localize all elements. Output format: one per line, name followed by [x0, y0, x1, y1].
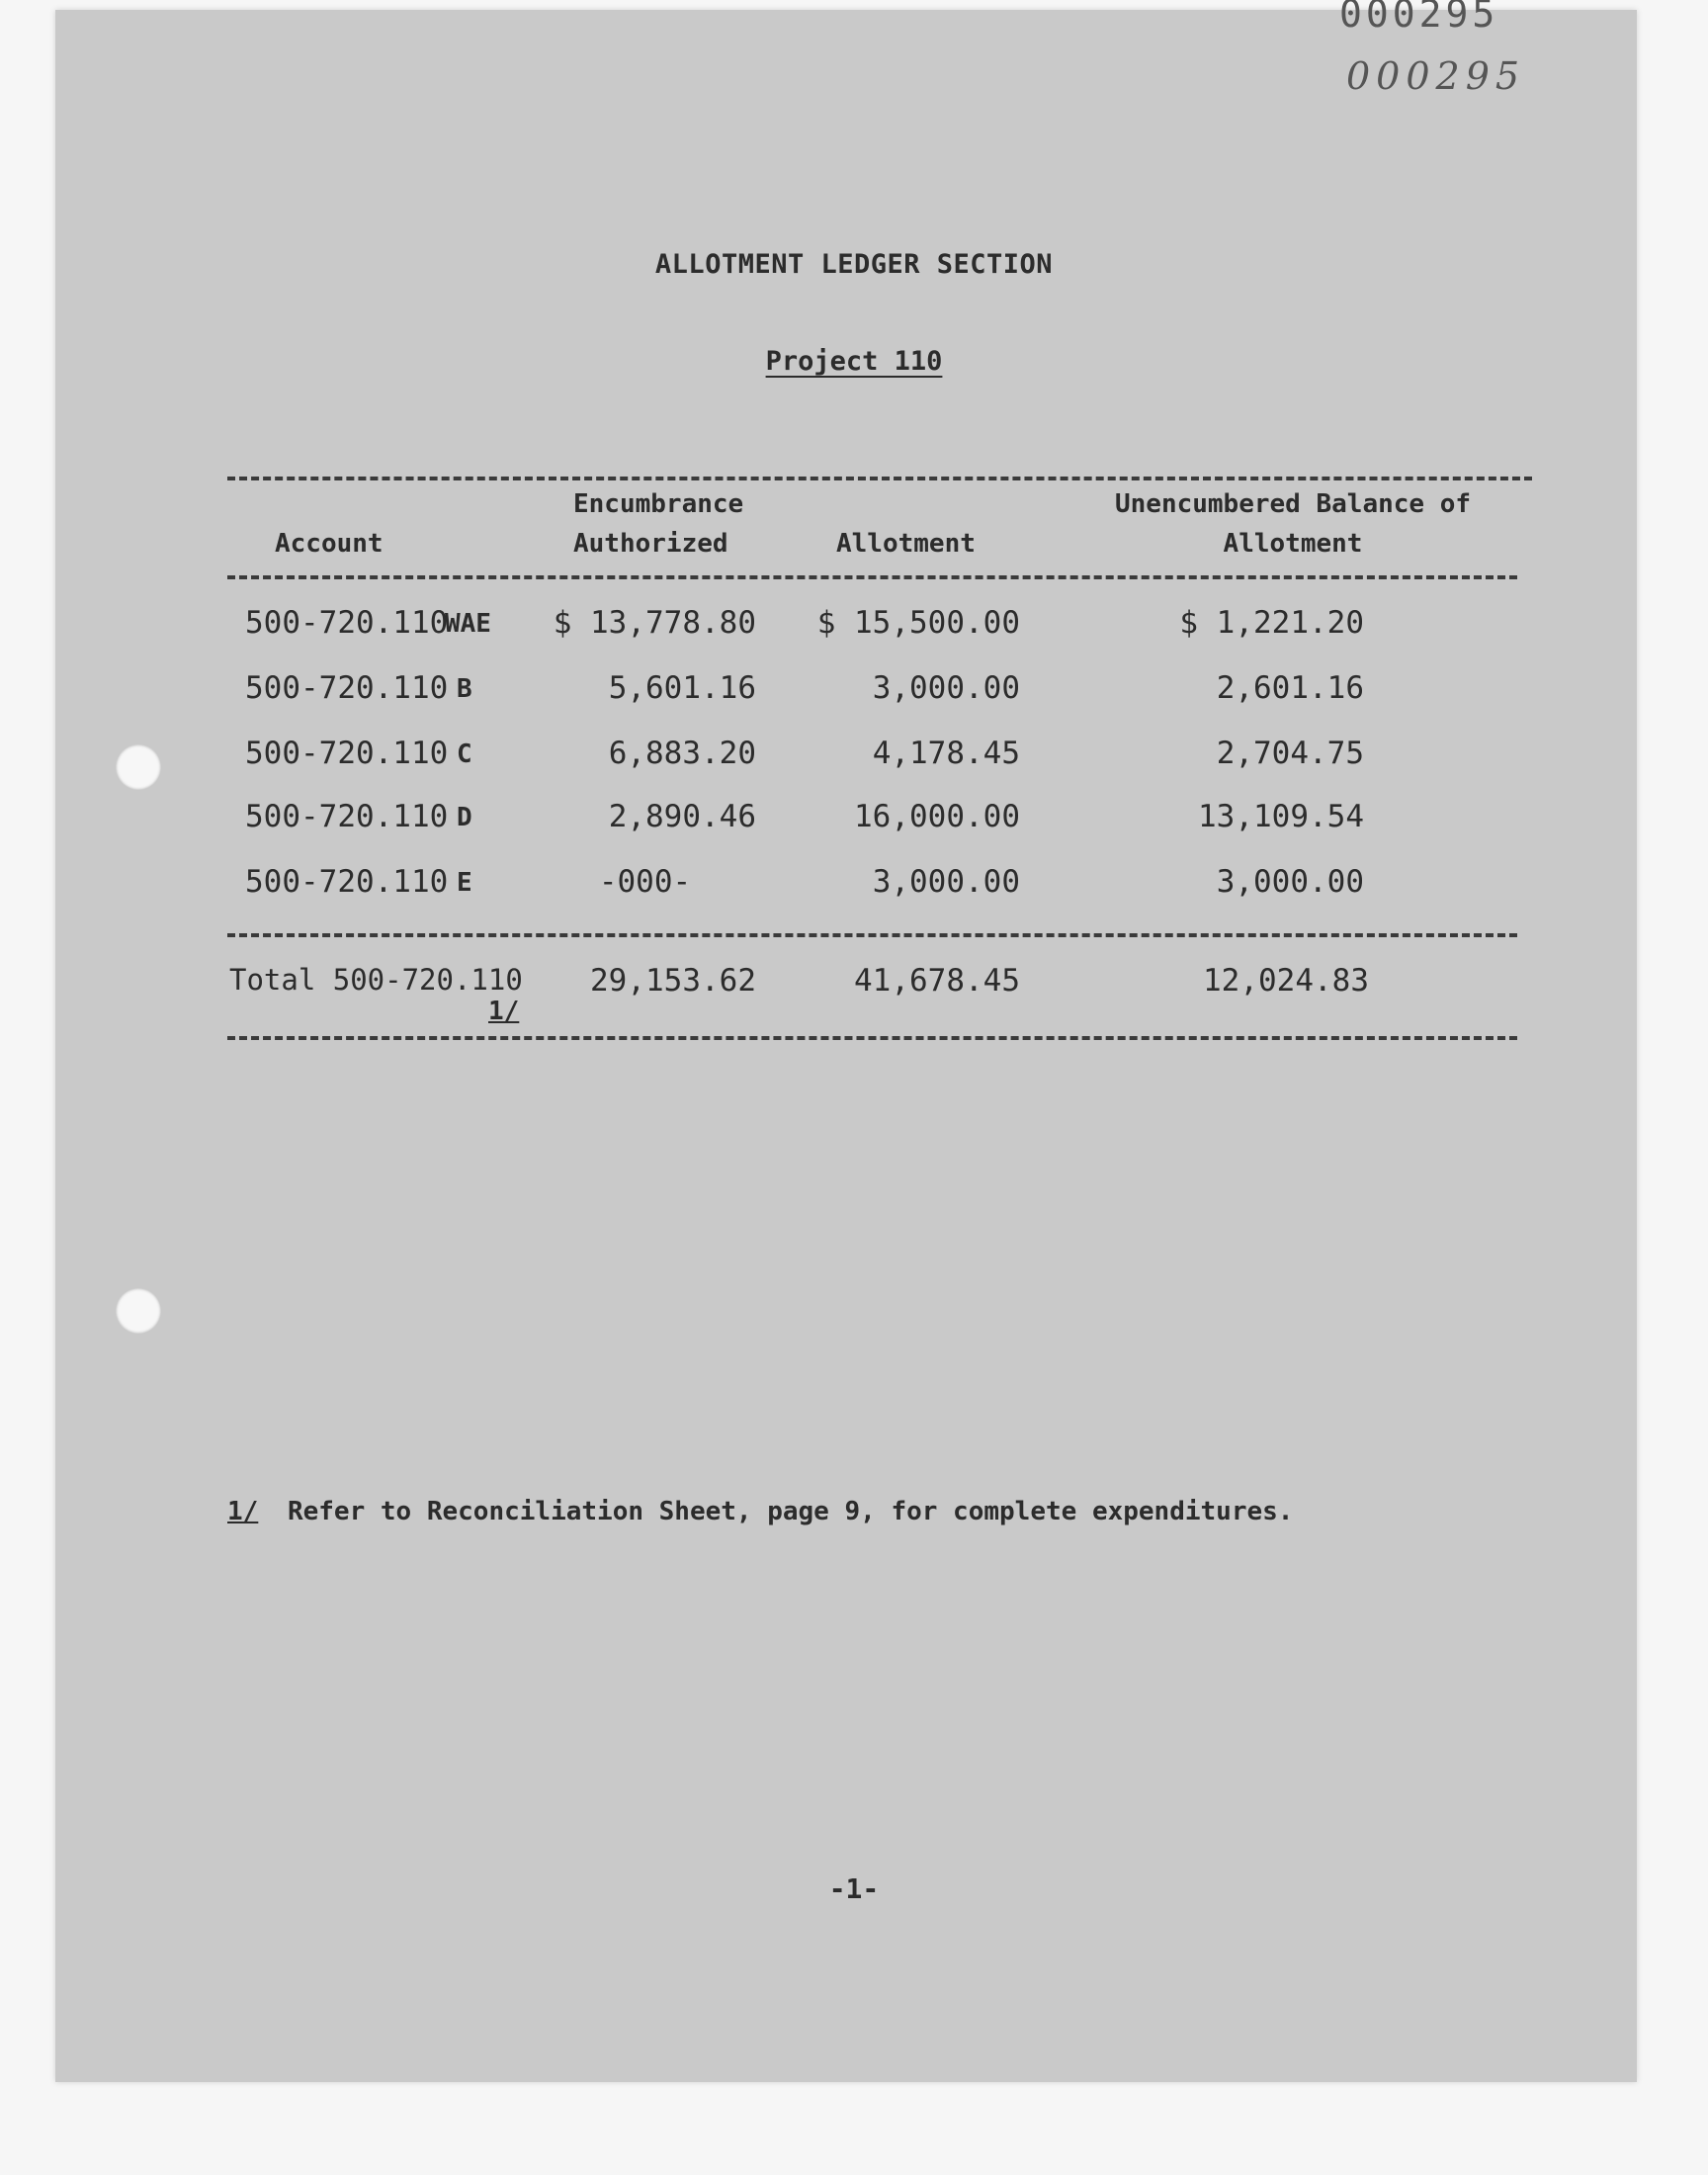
account-number: 500-720.110	[245, 864, 449, 900]
column-header-encumbrance: Encumbrance Authorized	[573, 489, 744, 559]
encumbrance-value: -000-	[598, 864, 692, 900]
footnote	[227, 1497, 1293, 1526]
balance-value: 2,601.16	[1216, 670, 1364, 706]
allotment-value: $ 15,500.00	[816, 605, 1020, 641]
account-code: C	[457, 740, 472, 769]
footnote-mark: 1/	[227, 1497, 259, 1526]
column-header-account: Account	[275, 529, 384, 559]
stamped-number: 000295	[1339, 0, 1499, 36]
column-header-balance: Unencumbered Balance of Allotment	[1114, 489, 1472, 559]
punch-hole	[116, 1288, 161, 1334]
balance-value: $ 1,221.20	[1179, 605, 1364, 641]
project-heading: Project 110	[765, 346, 943, 377]
column-header-allotment: Allotment	[836, 529, 976, 559]
allotment-value: 4,178.45	[872, 736, 1020, 771]
header-rule	[227, 575, 1517, 579]
handwritten-number: 000295	[1346, 54, 1526, 98]
account-number: 500-720.110	[245, 605, 449, 641]
footnote-text: Refer to Reconciliation Sheet, page 9, for complete expenditures.	[287, 1497, 1294, 1526]
balance-value: 3,000.00	[1216, 864, 1364, 900]
total-allotment: 41,678.45	[854, 963, 1020, 999]
total-encumbrance: 29,153.62	[590, 963, 756, 999]
table-top-rule	[227, 477, 1532, 480]
document-page	[55, 10, 1637, 2082]
document-title: ALLOTMENT LEDGER SECTION	[654, 249, 1054, 280]
account-code: D	[457, 803, 472, 832]
allotment-value: 16,000.00	[854, 799, 1020, 834]
account-code: WAE	[445, 609, 491, 639]
encumbrance-value: 6,883.20	[608, 736, 756, 771]
encumbrance-value: $ 13,778.80	[553, 605, 756, 641]
allotment-value: 3,000.00	[872, 670, 1020, 706]
account-code: E	[457, 868, 472, 898]
balance-value: 13,109.54	[1198, 799, 1364, 834]
footnote-reference: 1/	[488, 997, 520, 1026]
page-number: -1-	[828, 1872, 880, 1905]
balance-value: 2,704.75	[1216, 736, 1364, 771]
account-number: 500-720.110	[245, 670, 449, 706]
allotment-value: 3,000.00	[872, 864, 1020, 900]
account-number: 500-720.110	[245, 799, 449, 834]
total-balance: 12,024.83	[1203, 963, 1369, 999]
account-code: B	[457, 674, 472, 704]
table-bottom-rule	[227, 1036, 1517, 1040]
total-rule	[227, 933, 1517, 937]
punch-hole	[116, 744, 161, 790]
encumbrance-value: 2,890.46	[608, 799, 756, 834]
encumbrance-value: 5,601.16	[608, 670, 756, 706]
account-number: 500-720.110	[245, 736, 449, 771]
total-label: Total 500-720.110	[229, 963, 523, 997]
